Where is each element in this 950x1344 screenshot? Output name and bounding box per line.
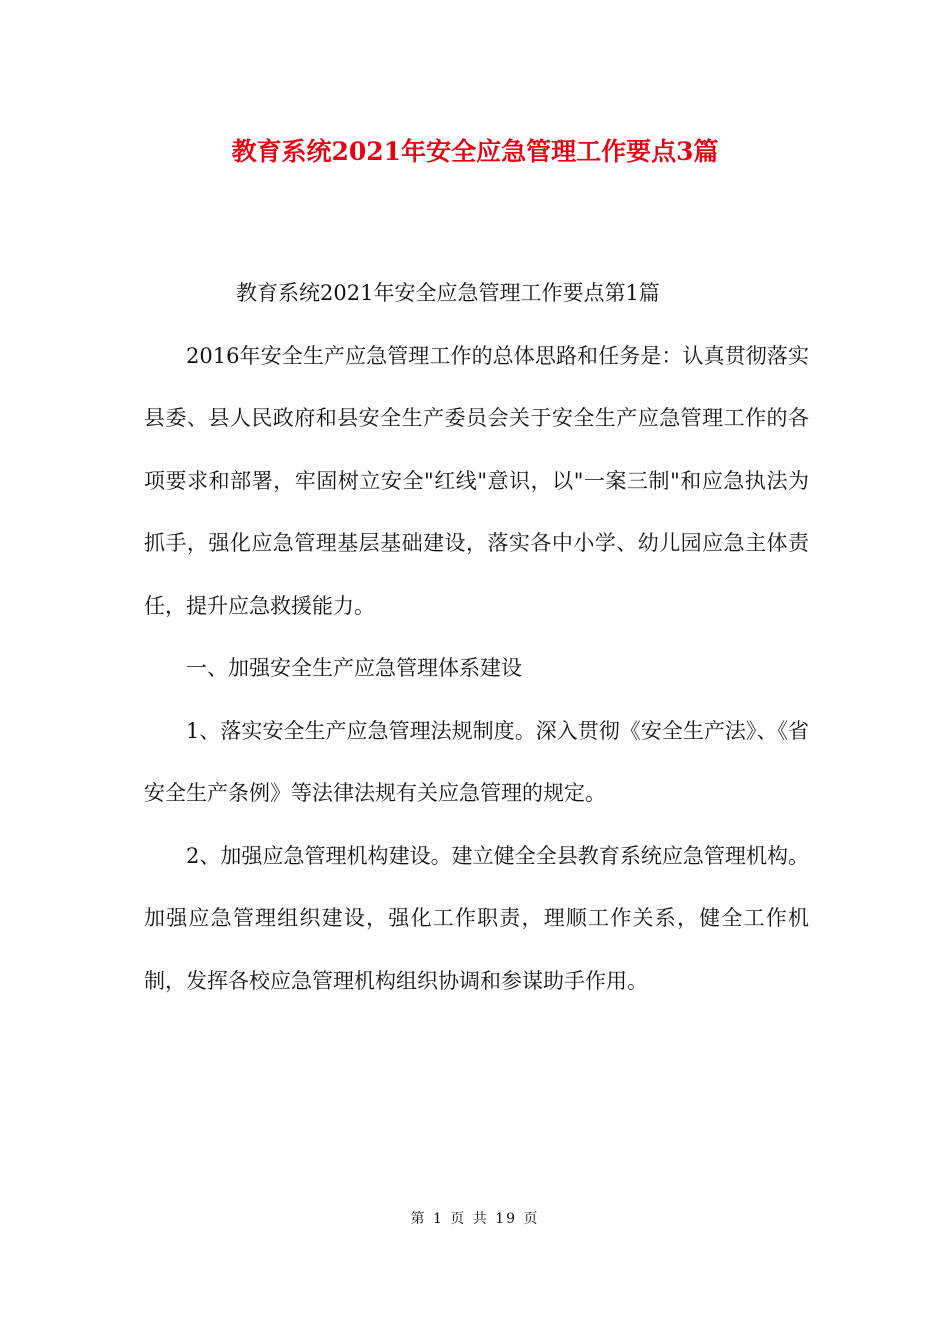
section-subtitle: 教育系统2021年安全应急管理工作要点第1篇 [236, 281, 660, 305]
section-heading-1: 一、加强安全生产应急管理体系建设 [186, 656, 522, 680]
paragraph-item-2: 2、加强应急管理机构建设。建立健全全县教育系统应急管理机构。加强应急管理组织建设，强化工作职责，理顺工作关系，健全工作机制，发挥各校应急管理机构组织协调和参谋助手作用。 [144, 843, 809, 993]
paragraph-item-1: 1、落实安全生产应急管理法规制度。深入贯彻《安全生产法》、《省安全生产条例》等法律法规有关应急管理的规定。 [144, 718, 809, 805]
page-number-footer: 第 1 页 共 19 页 [410, 1211, 540, 1227]
document-title: 教育系统2021年安全应急管理工作要点3篇 [231, 137, 719, 166]
document-body [144, 262, 809, 1012]
paragraph-overview: 2016年安全生产应急管理工作的总体思路和任务是：认真贯彻落实县委、县人民政府和县安全生产委员会关于安全生产应急管理工作的各项要求和部署，牢固树立安全"红线"意识，以"一案三制"和应急执法为抓手，强化应急管理基层基础建设，落实各中小学、幼儿园应急主体责任，提升应急救援能力。 [144, 343, 809, 618]
